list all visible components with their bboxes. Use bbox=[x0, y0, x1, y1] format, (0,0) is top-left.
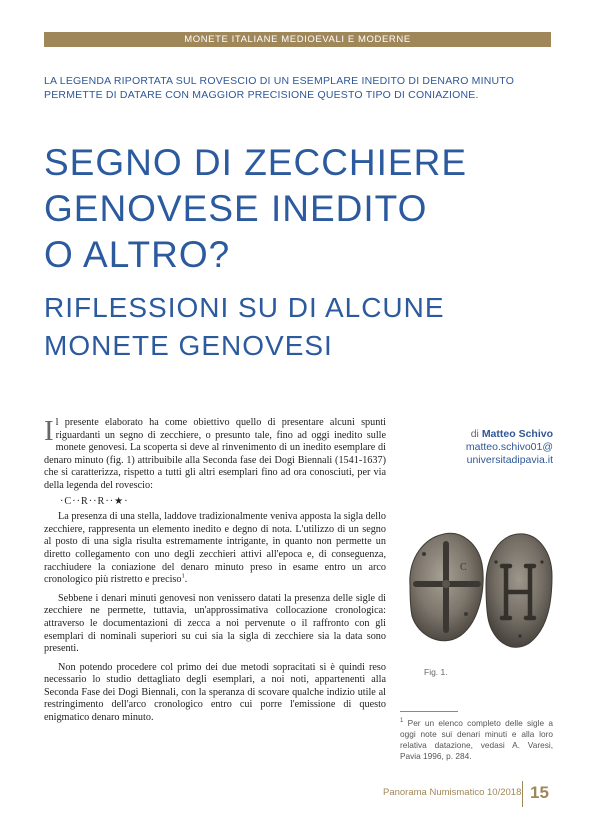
body-paragraph-2-end: . bbox=[184, 574, 188, 586]
author-name: Matteo Schivo bbox=[481, 428, 553, 440]
footnote-ref[interactable]: 1 bbox=[181, 572, 185, 580]
title-line-1: SEGNO DI ZECCHIERE bbox=[44, 142, 467, 183]
body-paragraph-2 bbox=[44, 511, 386, 587]
coin-photo bbox=[402, 518, 557, 658]
svg-text:C: C bbox=[460, 562, 467, 573]
drop-cap: I bbox=[44, 415, 54, 447]
body-paragraph-1 bbox=[44, 417, 386, 493]
article-body bbox=[44, 417, 386, 725]
page-number: 15 bbox=[530, 783, 549, 802]
figure-caption: Fig. 1. bbox=[424, 667, 448, 677]
subtitle-line-2: MONETE GENOVESI bbox=[44, 330, 333, 361]
author-by: di bbox=[470, 428, 479, 440]
footnote-text: Per un elenco completo delle sigle a oggi note sui denari minuti e alla loro relativa datazione, vedasi A. Varesi, Pavia 1996, p. 284. bbox=[400, 718, 553, 761]
section-header-label: MONETE ITALIANE MEDIOEVALI E MODERNE bbox=[184, 34, 411, 45]
body-paragraph-4: Non potendo procedere col primo dei due metodi sopracitati si è quindi reso necessario lo studio dettagliato degli esemplari, a noi noti, appartenenti alla Seconda Fase dei Dogi Biennali, con la speranza di scovare qualche indizio utile al restringimento dell'arco cronologico entro cui porre l'emissione di questo enigmatico denaro minuto. bbox=[44, 661, 386, 724]
coin-legend: ·C··R··R··★· bbox=[60, 495, 129, 507]
section-header-band bbox=[44, 32, 551, 47]
author-block bbox=[440, 428, 553, 467]
article-subtitle bbox=[44, 289, 554, 365]
title-line-3: O ALTRO? bbox=[44, 234, 231, 275]
coin-reverse bbox=[486, 534, 552, 647]
footnote bbox=[400, 718, 553, 762]
author-email-line-2[interactable]: universitadipavia.it bbox=[466, 454, 553, 466]
author-byline bbox=[440, 428, 553, 441]
author-email-line-1[interactable]: matteo.schivo01@ bbox=[465, 441, 553, 453]
body-paragraph-1-text: l presente elaborato ha come obiettivo quello di presentare alcuni spunti riguardanti un segno di zecchiere, o presunto tale, fino ad oggi inedito sulle monete genovesi. La scoperta si deve al rinvenimento di un inedito esemplare di denaro minuto (fig. 1) attribuibile alla Seconda fase dei Dogi Biennali (1541-1637) che si caratterizza, rispetto a tutti gli altri esemplari fino ad ora conosciuti, per via della legenda del rovescio: bbox=[44, 417, 386, 491]
subtitle-line-1: RIFLESSIONI SU DI ALCUNE bbox=[44, 292, 445, 323]
intro-text: LA LEGENDA RIPORTATA SUL ROVESCIO DI UN ESEMPLARE INEDITO DI DENARO MINUTO PERMETTE DI DATARE CON MAGGIOR PRECISIONE QUESTO TIPO DI CONIAZIONE. bbox=[44, 75, 515, 101]
body-paragraph-2-text: La presenza di una stella, laddove tradizionalmente veniva apposta la sigla dello zecchiere, rappresenta un elemento inedito e degno di nota. L'utilizzo di un segno al posto di una sigla risulta estremamente intrigante, in quanto non permette un diretto collegamento con uno degli zecchieri attivi all'epoca e, di conseguenza, racchiudere la coniazione del denaro minuto preso in esame entro un arco cronologico più ristretto e preciso bbox=[44, 511, 386, 586]
coin-obverse bbox=[410, 533, 483, 640]
body-paragraph-3: Sebbene i denari minuti genovesi non venissero datati la presenza delle sigle di zecchiere ne permette, tuttavia, un'approssimativa collocazione cronologica: attraverso le documentazioni di zecca a noi pervenute o il raffronto con gli esemplari di nominali superiori su cui sia la sigla di zecchiere sia la data sono presenti. bbox=[44, 592, 386, 655]
title-line-2: GENOVESE INEDITO bbox=[44, 188, 428, 229]
footnote-rule bbox=[400, 711, 458, 712]
journal-footer: Panorama Numismatico 10/2018 bbox=[383, 787, 522, 798]
article-title bbox=[44, 140, 554, 278]
footnote-mark: 1 bbox=[400, 718, 404, 725]
page-number-divider bbox=[522, 781, 523, 807]
